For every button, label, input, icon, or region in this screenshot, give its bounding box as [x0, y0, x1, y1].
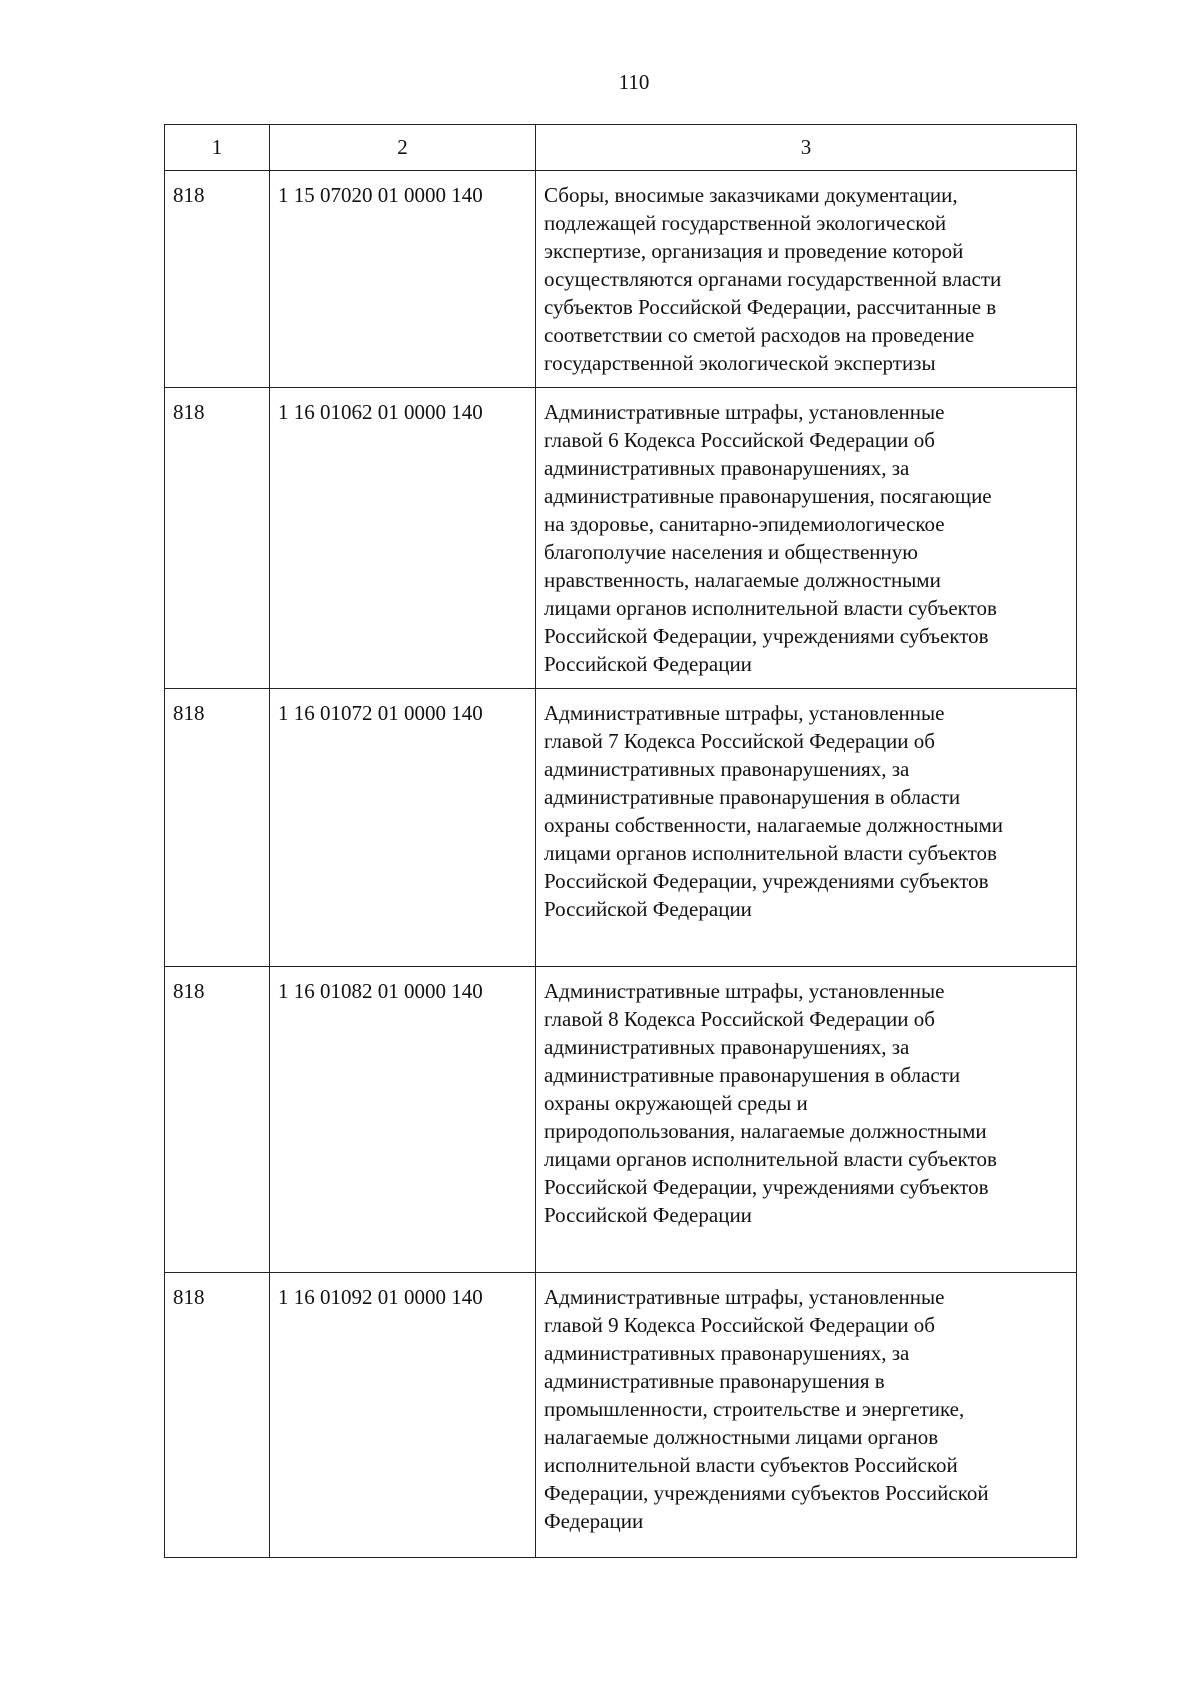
table-row: [165, 388, 1077, 689]
budget-code-cell: 1 16 01072 01 0000 140: [270, 689, 536, 967]
budget-code-cell: 1 16 01092 01 0000 140: [270, 1273, 536, 1558]
admin-code-cell: 818: [165, 388, 270, 689]
table-header-row: [165, 125, 1077, 171]
admin-code-cell: 818: [165, 967, 270, 1273]
description-cell: Административные штрафы, установленные главой 8 Кодекса Российской Федерации об административных правонарушениях, за административные правонарушения в области охраны окружающей среды и природопользования, налагаемые должностными лицами органов исполнительной власти субъектов Российской Федерации, учреждениями субъектов Российской Федерации: [536, 967, 1077, 1273]
revenue-codes-table: [164, 124, 1077, 1558]
description-cell: Административные штрафы, установленные главой 6 Кодекса Российской Федерации об административных правонарушениях, за административные правонарушения, посягающие на здоровье, санитарно-эпидемиологическое благополучие населения и общественную нравственность, налагаемые должностными лицами органов исполнительной власти субъектов Российской Федерации, учреждениями субъектов Российской Федерации: [536, 388, 1077, 689]
table-row: [165, 689, 1077, 967]
table-row: [165, 1273, 1077, 1558]
table-row: [165, 967, 1077, 1273]
budget-code-cell: 1 16 01062 01 0000 140: [270, 388, 536, 689]
admin-code-cell: 818: [165, 171, 270, 388]
budget-code-cell: 1 16 01082 01 0000 140: [270, 967, 536, 1273]
budget-code-cell: 1 15 07020 01 0000 140: [270, 171, 536, 388]
description-cell: Административные штрафы, установленные главой 9 Кодекса Российской Федерации об административных правонарушениях, за административные правонарушения в промышленности, строительстве и энергетике, налагаемые должностными лицами органов исполнительной власти субъектов Российской Федерации, учреждениями субъектов Российской Федерации: [536, 1273, 1077, 1558]
admin-code-cell: 818: [165, 689, 270, 967]
admin-code-cell: 818: [165, 1273, 270, 1558]
column-header-3: 3: [536, 125, 1077, 171]
table-row: [165, 171, 1077, 388]
description-cell: Сборы, вносимые заказчиками документации, подлежащей государственной экологической экспертизе, организация и проведение которой осуществляются органами государственной власти субъектов Российской Федерации, рассчитанные в соответствии со сметой расходов на проведение государственной экологической экспертизы: [536, 171, 1077, 388]
column-header-1: 1: [165, 125, 270, 171]
column-header-2: 2: [270, 125, 536, 171]
page-number: 110: [618, 70, 650, 94]
description-cell: Административные штрафы, установленные главой 7 Кодекса Российской Федерации об административных правонарушениях, за административные правонарушения в области охраны собственности, налагаемые должностными лицами органов исполнительной власти субъектов Российской Федерации, учреждениями субъектов Российской Федерации: [536, 689, 1077, 967]
